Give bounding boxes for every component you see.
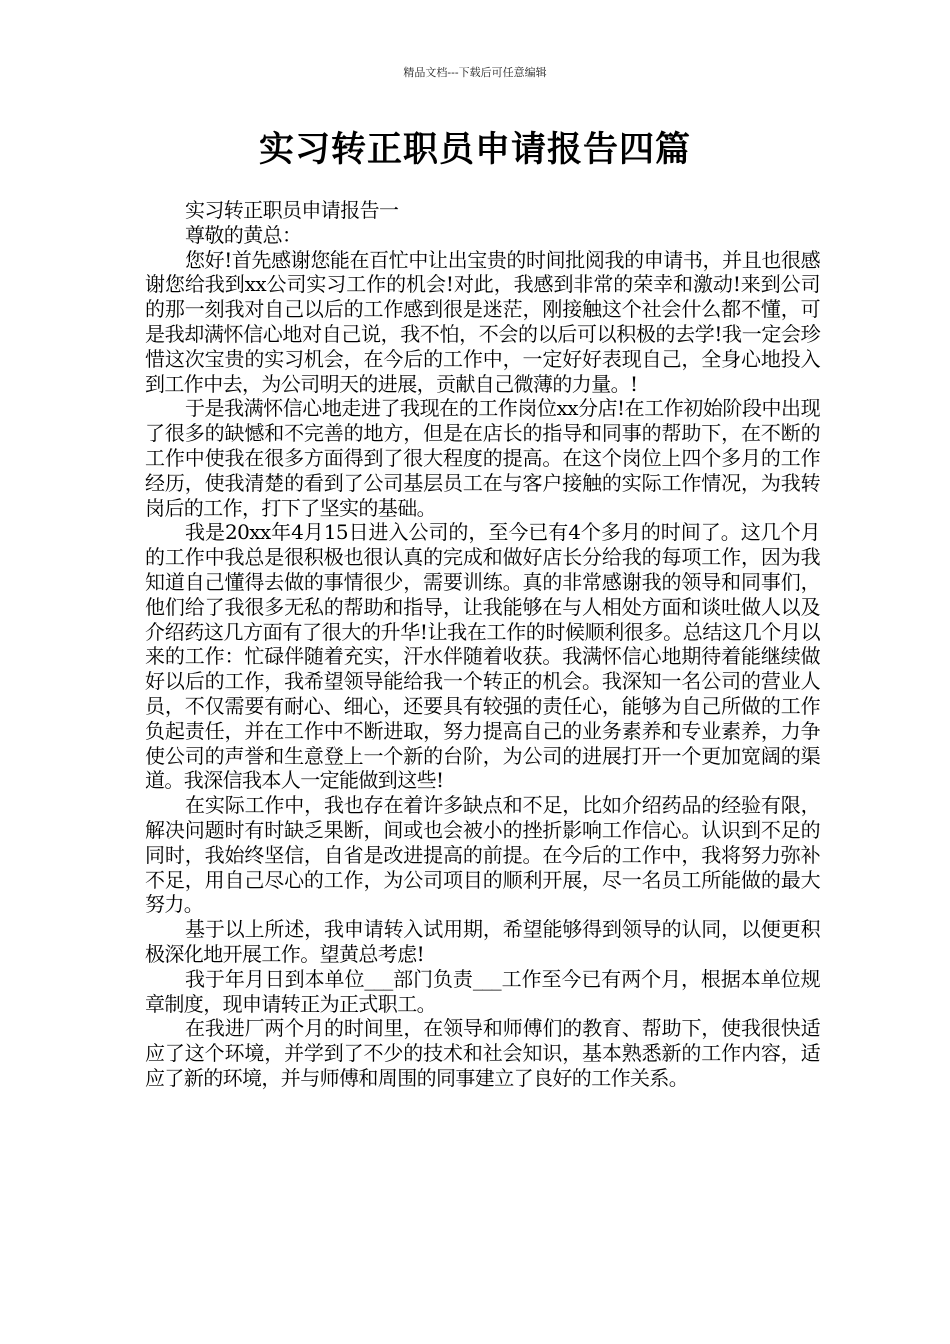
document-body: [145, 198, 820, 1091]
header-note: 精品文档---下载后可任意编辑: [403, 66, 547, 79]
body-paragraph: 您好!首先感谢您能在百忙中让出宝贵的时间批阅我的申请书，并且也很感谢您给我到xx公司实习工作的机会!对此，我感到非常的荣幸和激动!来到公司的那一刻我对自己以后的工作感到很是迷茫，刚接触这个社会什么都不懂，可是我却满怀信心地对自己说，我不怕，不会的以后可以积极的去学!我一定会珍惜这次宝贵的实习机会，在今后的工作中，一定好好表现自己，全身心地投入到工作中去，为公司明天的进展，贡献自己微薄的力量。!: [145, 247, 820, 396]
body-paragraph: 我于年月日到本单位___部门负责___工作至今已有两个月，根据本单位规章制度，现申请转正为正式职工。: [145, 966, 820, 1016]
salutation: 尊敬的黄总：: [185, 222, 302, 247]
body-paragraph: 在我进厂两个月的时间里，在领导和师傅们的教育、帮助下，使我很快适应了这个环境，并学到了不少的技术和社会知识，基本熟悉新的工作内容，适应了新的环境，并与师傅和周围的同事建立了良好的工作关系。: [145, 1016, 820, 1090]
body-paragraph: 在实际工作中，我也存在着许多缺点和不足，比如介绍药品的经验有限，解决问题时有时缺乏果断，间或也会被小的挫折影响工作信心。认识到不足的同时，我始终坚信，自省是改进提高的前提。在今后的工作中，我将努力弥补不足，用自己尽心的工作，为公司项目的顺利开展，尽一名员工所能做的最大努力。: [145, 793, 820, 917]
document-title: 实习转正职员申请报告四篇: [258, 129, 691, 170]
body-paragraph: 于是我满怀信心地走进了我现在的工作岗位xx分店!在工作初始阶段中出现了很多的缺憾和不完善的地方，但是在店长的指导和同事的帮助下，在不断的工作中使我在很多方面得到了很大程度的提高。在这个岗位上四个多月的工作经历，使我清楚的看到了公司基层员工在与客户接触的实际工作情况，为我转岗后的工作，打下了坚实的基础。: [145, 396, 820, 520]
body-paragraph: 基于以上所述，我申请转入试用期，希望能够得到领导的认同，以便更积极深化地开展工作。望黄总考虑!: [145, 917, 820, 966]
body-paragraph: 我是20xx年4月15日进入公司的，至今已有4个多月的时间了。这几个月的工作中我总是很积极也很认真的完成和做好店长分给我的每项工作，因为我知道自己懂得去做的事情很少，需要训练。真的非常感谢我的领导和同事们，他们给了我很多无私的帮助和指导，让我能够在与人相处方面和谈吐做人以及介绍药这几方面有了很大的升华!让我在工作的时候顺利很多。总结这几个月以来的工作：忙碌伴随着充实，汗水伴随着收获。我满怀信心地期待着能继续做好以后的工作，我希望领导能给我一个转正的机会。我深知一名公司的营业人员，不仅需要有耐心、细心，还要具有较强的责任心，能够为自己所做的工作负起责任，并在工作中不断进取，努力提高自己的业务素养和专业素养，力争使公司的声誉和生意登上一个新的台阶，为公司的进展打开一个更加宽阔的渠道。我深信我本人一定能做到这些!: [145, 520, 820, 793]
section-heading: 实习转正职员申请报告一: [185, 198, 399, 222]
